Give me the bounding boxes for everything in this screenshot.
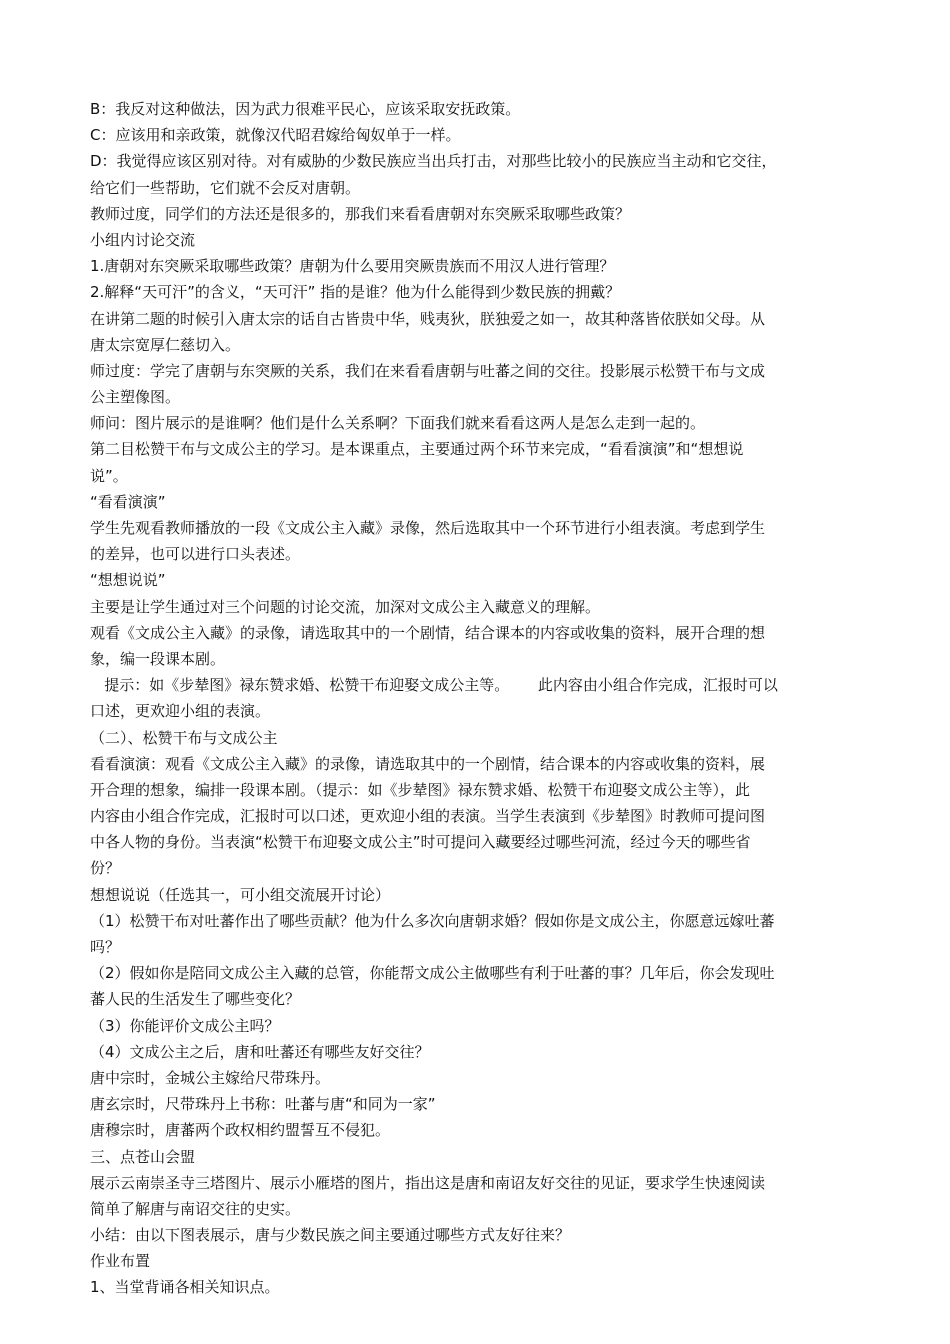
text-line: 展示云南崇圣寺三塔图片、展示小雁塔的图片，指出这是唐和南诏友好交往的见证，要求学生快速阅读 bbox=[90, 1173, 766, 1192]
text-line: 唐太宗宽厚仁慈切入。 bbox=[90, 335, 241, 354]
document-body bbox=[90, 96, 865, 1301]
section-heading: “看看演演” bbox=[90, 492, 166, 511]
text-line: 中各人物的身份。当表演“松赞干布迎娶文成公主”时可提问入藏要经过哪些河流，经过今天的哪些省 bbox=[90, 833, 751, 852]
text-line: 看看演演：观看《文成公主入藏》的录像，请选取其中的一个剧情，结合课本的内容或收集的资料，展 bbox=[90, 754, 766, 773]
text-line: 提示：如《步辇图》禄东赞求婚、松赞干布迎娶文成公主等。 此内容由小组合作完成，汇报时可以 bbox=[90, 676, 778, 695]
text-line: B：我反对这种做法，因为武力很难平民心，应该采取安抚政策。 bbox=[90, 100, 521, 118]
text-line: 简单了解唐与南诏交往的史实。 bbox=[90, 1199, 301, 1218]
text-line: 开合理的想象，编排一段课本剧。（提示：如《步辇图》禄东赞求婚、松赞干布迎娶文成公主等），此 bbox=[90, 780, 751, 799]
section-heading: （二）、松赞干布与文成公主 bbox=[90, 728, 278, 747]
text-line: 吗？ bbox=[90, 938, 121, 956]
section-heading: 作业布置 bbox=[90, 1252, 151, 1271]
text-line: （4）文成公主之后，唐和吐蕃还有哪些友好交往？ bbox=[90, 1042, 430, 1061]
text-line: （3）你能评价文成公主吗？ bbox=[90, 1016, 280, 1035]
text-line: 学生先观看教师播放的一段《文成公主入藏》录像，然后选取其中一个环节进行小组表演。考虑到学生 bbox=[90, 519, 766, 537]
text-line: （2）假如你是陪同文成公主入藏的总管，你能帮文成公主做哪些有利于吐蕃的事？几年后，你会发现吐 bbox=[90, 964, 775, 983]
text-line: 蕃人民的生活发生了哪些变化？ bbox=[90, 990, 301, 1009]
text-line: D：我觉得应该区别对待。对有威胁的少数民族应当出兵打击，对那些比较小的民族应当主动和它交往， bbox=[90, 152, 777, 171]
text-line: 象，编一段课本剧。 bbox=[90, 649, 226, 668]
text-line: 小结：由以下图表展示，唐与少数民族之间主要通过哪些方式友好往来？ bbox=[90, 1226, 571, 1245]
section-heading: 小组内讨论交流 bbox=[90, 230, 196, 249]
text-line: 1、当堂背诵各相关知识点。 bbox=[90, 1278, 280, 1297]
text-line: 内容由小组合作完成，汇报时可以口述，更欢迎小组的表演。当学生表演到《步辇图》时教师可提问图 bbox=[90, 807, 766, 826]
section-heading: “想想说说” bbox=[90, 571, 166, 590]
text-line: 唐穆宗时，唐蕃两个政权相约盟誓互不侵犯。 bbox=[90, 1121, 391, 1140]
text-line: 在讲第二题的时候引入唐太宗的话自古皆贵中华，贱夷狄，朕独爱之如一，故其种落皆依朕如父母。从 bbox=[90, 309, 766, 328]
text-line: 说”。 bbox=[90, 466, 128, 485]
text-line: C：应该用和亲政策，就像汉代昭君嫁给匈奴单于一样。 bbox=[90, 126, 461, 145]
text-line: 公主塑像图。 bbox=[90, 388, 181, 407]
text-line: 口述，更欢迎小组的表演。 bbox=[90, 702, 271, 721]
text-line: 观看《文成公主入藏》的录像，请选取其中的一个剧情，结合课本的内容或收集的资料，展开合理的想 bbox=[90, 623, 766, 642]
text-line: 师过度：学完了唐朝与东突厥的关系，我们在来看看唐朝与吐蕃之间的交往。投影展示松赞干布与文成 bbox=[90, 361, 766, 380]
text-line: 主要是让学生通过对三个问题的讨论交流，加深对文成公主入藏意义的理解。 bbox=[90, 597, 601, 616]
text-line: 份？ bbox=[90, 859, 121, 878]
text-line: 1.唐朝对东突厥采取哪些政策？唐朝为什么要用突厥贵族而不用汉人进行管理？ bbox=[90, 257, 615, 276]
section-heading: 想想说说（任选其一，可小组交流展开讨论） bbox=[90, 885, 391, 904]
text-line: （1）松赞干布对吐蕃作出了哪些贡献？他为什么多次向唐朝求婚？假如你是文成公主，你愿意远嫁吐蕃 bbox=[90, 911, 775, 930]
text-line: 唐玄宗时，尺带珠丹上书称：吐蕃与唐“和同为一家” bbox=[90, 1095, 436, 1114]
text-line: 给它们一些帮助，它们就不会反对唐朝。 bbox=[90, 178, 361, 197]
section-heading: 三、点苍山会盟 bbox=[90, 1147, 196, 1166]
text-line: 第二目松赞干布与文成公主的学习。是本课重点，主要通过两个环节来完成，“看看演演”和“想想说 bbox=[90, 440, 744, 459]
text-line: 师问：图片展示的是谁啊？他们是什么关系啊？下面我们就来看看这两人是怎么走到一起的。 bbox=[90, 414, 706, 433]
text-line: 教师过度，同学们的方法还是很多的，那我们来看看唐朝对东突厥采取哪些政策？ bbox=[90, 204, 631, 223]
text-line: 2.解释“天可汗”的含义，“天可汗” 指的是谁？他为什么能得到少数民族的拥戴？ bbox=[90, 283, 621, 302]
text-line: 的差异，也可以进行口头表述。 bbox=[90, 545, 301, 564]
text-line: 唐中宗时，金城公主嫁给尺带珠丹。 bbox=[90, 1068, 331, 1087]
